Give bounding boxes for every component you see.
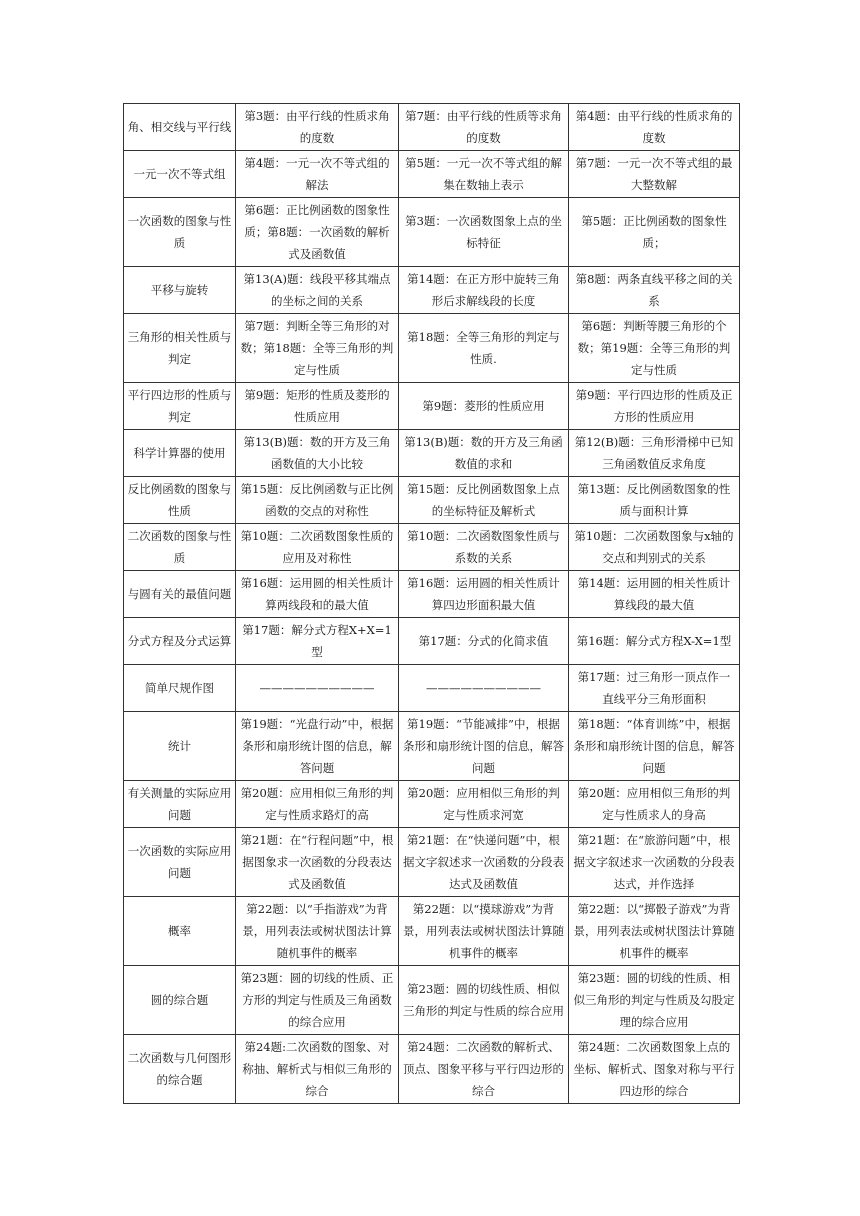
exam-b-cell: 第3题：一次函数图象上点的坐标特征: [399, 198, 569, 267]
exam-c-cell: 第23题：圆的切线的性质、相似三角形的判定与性质及勾股定理的综合应用: [569, 966, 740, 1035]
exam-a-cell: 第13(A)题：线段平移其端点的坐标之间的关系: [236, 267, 399, 314]
table-row: [124, 897, 740, 966]
exam-c-cell: 第4题：由平行线的性质求角的度数: [569, 104, 740, 151]
exam-b-cell: 第15题：反比例函数图象上点的坐标特征及解析式: [399, 477, 569, 524]
table-row: [124, 1035, 740, 1104]
exam-b-cell: 第22题：以“摸球游戏”为背景，用列表法或树状图法计算随机事件的概率: [399, 897, 569, 966]
exam-a-cell: 第22题：以“手指游戏”为背景，用列表法或树状图法计算随机事件的概率: [236, 897, 399, 966]
exam-c-cell: 第21题：在“旅游问题”中，根据文字叙述求一次函数的分段表达式，并作选择: [569, 828, 740, 897]
exam-b-cell: 第5题：一元一次不等式组的解集在数轴上表示: [399, 151, 569, 198]
exam-c-cell: 第7题：一元一次不等式组的最大整数解: [569, 151, 740, 198]
topic-cell: 概率: [124, 897, 236, 966]
topic-cell: 平移与旋转: [124, 267, 236, 314]
exam-b-cell: 第16题：运用圆的相关性质计算四边形面积最大值: [399, 571, 569, 618]
exam-topic-table: [123, 103, 740, 1104]
table-row: [124, 151, 740, 198]
exam-c-cell: 第20题：应用相似三角形的判定与性质求人的身高: [569, 781, 740, 828]
exam-a-cell: 第7题：判断全等三角形的对数；第18题：全等三角形的判定与性质: [236, 314, 399, 383]
table-row: [124, 571, 740, 618]
topic-cell: 分式方程及分式运算: [124, 618, 236, 665]
exam-b-cell: 第17题：分式的化简求值: [399, 618, 569, 665]
exam-b-cell: 第14题：在正方形中旋转三角形后求解线段的长度: [399, 267, 569, 314]
topic-cell: 二次函数与几何图形的综合题: [124, 1035, 236, 1104]
exam-c-cell: 第12(B)题：三角形滑梯中已知三角函数值反求角度: [569, 430, 740, 477]
topic-cell: 反比例函数的图象与性质: [124, 477, 236, 524]
exam-a-cell: 第15题：反比例函数与正比例函数的交点的对称性: [236, 477, 399, 524]
exam-c-cell: 第13题：反比例函数图象的性质与面积计算: [569, 477, 740, 524]
table-row: [124, 665, 740, 712]
table-body: [124, 104, 740, 1104]
exam-a-cell: 第21题：在“行程问题”中，根据图象求一次函数的分段表达式及函数值: [236, 828, 399, 897]
exam-a-cell: 第4题：一元一次不等式组的解法: [236, 151, 399, 198]
exam-b-cell: ——————————: [399, 665, 569, 712]
topic-cell: 三角形的相关性质与判定: [124, 314, 236, 383]
exam-b-cell: 第20题：应用相似三角形的判定与性质求河宽: [399, 781, 569, 828]
table-row: [124, 524, 740, 571]
table-row: [124, 198, 740, 267]
topic-cell: 简单尺规作图: [124, 665, 236, 712]
exam-b-cell: 第9题：菱形的性质应用: [399, 383, 569, 430]
exam-c-cell: 第16题：解分式方程X-X=1型: [569, 618, 740, 665]
exam-b-cell: 第19题：“节能减排”中，根据条形和扇形统计图的信息，解答问题: [399, 712, 569, 781]
exam-a-cell: 第10题：二次函数图象性质的应用及对称性: [236, 524, 399, 571]
exam-c-cell: 第18题：“体育训练”中，根据条形和扇形统计图的信息，解答问题: [569, 712, 740, 781]
exam-c-cell: 第17题：过三角形一顶点作一直线平分三角形面积: [569, 665, 740, 712]
exam-b-cell: 第23题：圆的切线性质、相似三角形的判定与性质的综合应用: [399, 966, 569, 1035]
exam-c-cell: 第9题：平行四边形的性质及正方形的性质应用: [569, 383, 740, 430]
table-row: [124, 314, 740, 383]
exam-c-cell: 第8题：两条直线平移之间的关系: [569, 267, 740, 314]
exam-c-cell: 第24题：二次函数图象上点的坐标、解析式、图象对称与平行四边形的综合: [569, 1035, 740, 1104]
topic-cell: 科学计算器的使用: [124, 430, 236, 477]
table-row: [124, 618, 740, 665]
topic-cell: 一元一次不等式组: [124, 151, 236, 198]
exam-b-cell: 第24题：二次函数的解析式、顶点、图象平移与平行四边形的综合: [399, 1035, 569, 1104]
table-row: [124, 828, 740, 897]
exam-c-cell: 第14题：运用圆的相关性质计算线段的最大值: [569, 571, 740, 618]
topic-cell: 二次函数的图象与性质: [124, 524, 236, 571]
topic-cell: 一次函数的图象与性质: [124, 198, 236, 267]
topic-cell: 统计: [124, 712, 236, 781]
table-row: [124, 430, 740, 477]
table-row: [124, 104, 740, 151]
exam-a-cell: 第23题：圆的切线的性质、正方形的判定与性质及三角函数的综合应用: [236, 966, 399, 1035]
exam-c-cell: 第5题：正比例函数的图象性质；: [569, 198, 740, 267]
table-row: [124, 712, 740, 781]
exam-b-cell: 第10题：二次函数图象性质与系数的关系: [399, 524, 569, 571]
table-row: [124, 477, 740, 524]
exam-b-cell: 第18题：全等三角形的判定与性质.: [399, 314, 569, 383]
exam-analysis-sheet: [123, 103, 739, 1104]
table-row: [124, 781, 740, 828]
exam-a-cell: 第17题：解分式方程X+X=1型: [236, 618, 399, 665]
table-row: [124, 966, 740, 1035]
topic-cell: 圆的综合题: [124, 966, 236, 1035]
topic-cell: 平行四边形的性质与判定: [124, 383, 236, 430]
exam-b-cell: 第13(B)题：数的开方及三角函数值的求和: [399, 430, 569, 477]
exam-a-cell: 第20题：应用相似三角形的判定与性质求路灯的高: [236, 781, 399, 828]
exam-c-cell: 第10题：二次函数图象与x轴的交点和判别式的关系: [569, 524, 740, 571]
exam-a-cell: 第13(B)题：数的开方及三角函数值的大小比较: [236, 430, 399, 477]
exam-c-cell: 第22题：以“掷骰子游戏”为背景，用列表法或树状图法计算随机事件的概率: [569, 897, 740, 966]
exam-a-cell: 第16题：运用圆的相关性质计算两线段和的最大值: [236, 571, 399, 618]
exam-a-cell: 第19题：“光盘行动”中，根据条形和扇形统计图的信息，解答问题: [236, 712, 399, 781]
exam-c-cell: 第6题：判断等腰三角形的个数；第19题：全等三角形的判定与性质: [569, 314, 740, 383]
exam-a-cell: ——————————: [236, 665, 399, 712]
exam-a-cell: 第9题：矩形的性质及菱形的性质应用: [236, 383, 399, 430]
exam-a-cell: 第6题：正比例函数的图象性质；第8题：一次函数的解析式及函数值: [236, 198, 399, 267]
exam-b-cell: 第7题：由平行线的性质等求角的度数: [399, 104, 569, 151]
exam-a-cell: 第24题:二次函数的图象、对称抽、解析式与相似三角形的综合: [236, 1035, 399, 1104]
table-row: [124, 267, 740, 314]
topic-cell: 角、相交线与平行线: [124, 104, 236, 151]
exam-b-cell: 第21题：在“快递问题”中，根据文字叙述求一次函数的分段表达式及函数值: [399, 828, 569, 897]
topic-cell: 有关测量的实际应用问题: [124, 781, 236, 828]
table-row: [124, 383, 740, 430]
topic-cell: 一次函数的实际应用问题: [124, 828, 236, 897]
topic-cell: 与圆有关的最值问题: [124, 571, 236, 618]
exam-a-cell: 第3题：由平行线的性质求角的度数: [236, 104, 399, 151]
